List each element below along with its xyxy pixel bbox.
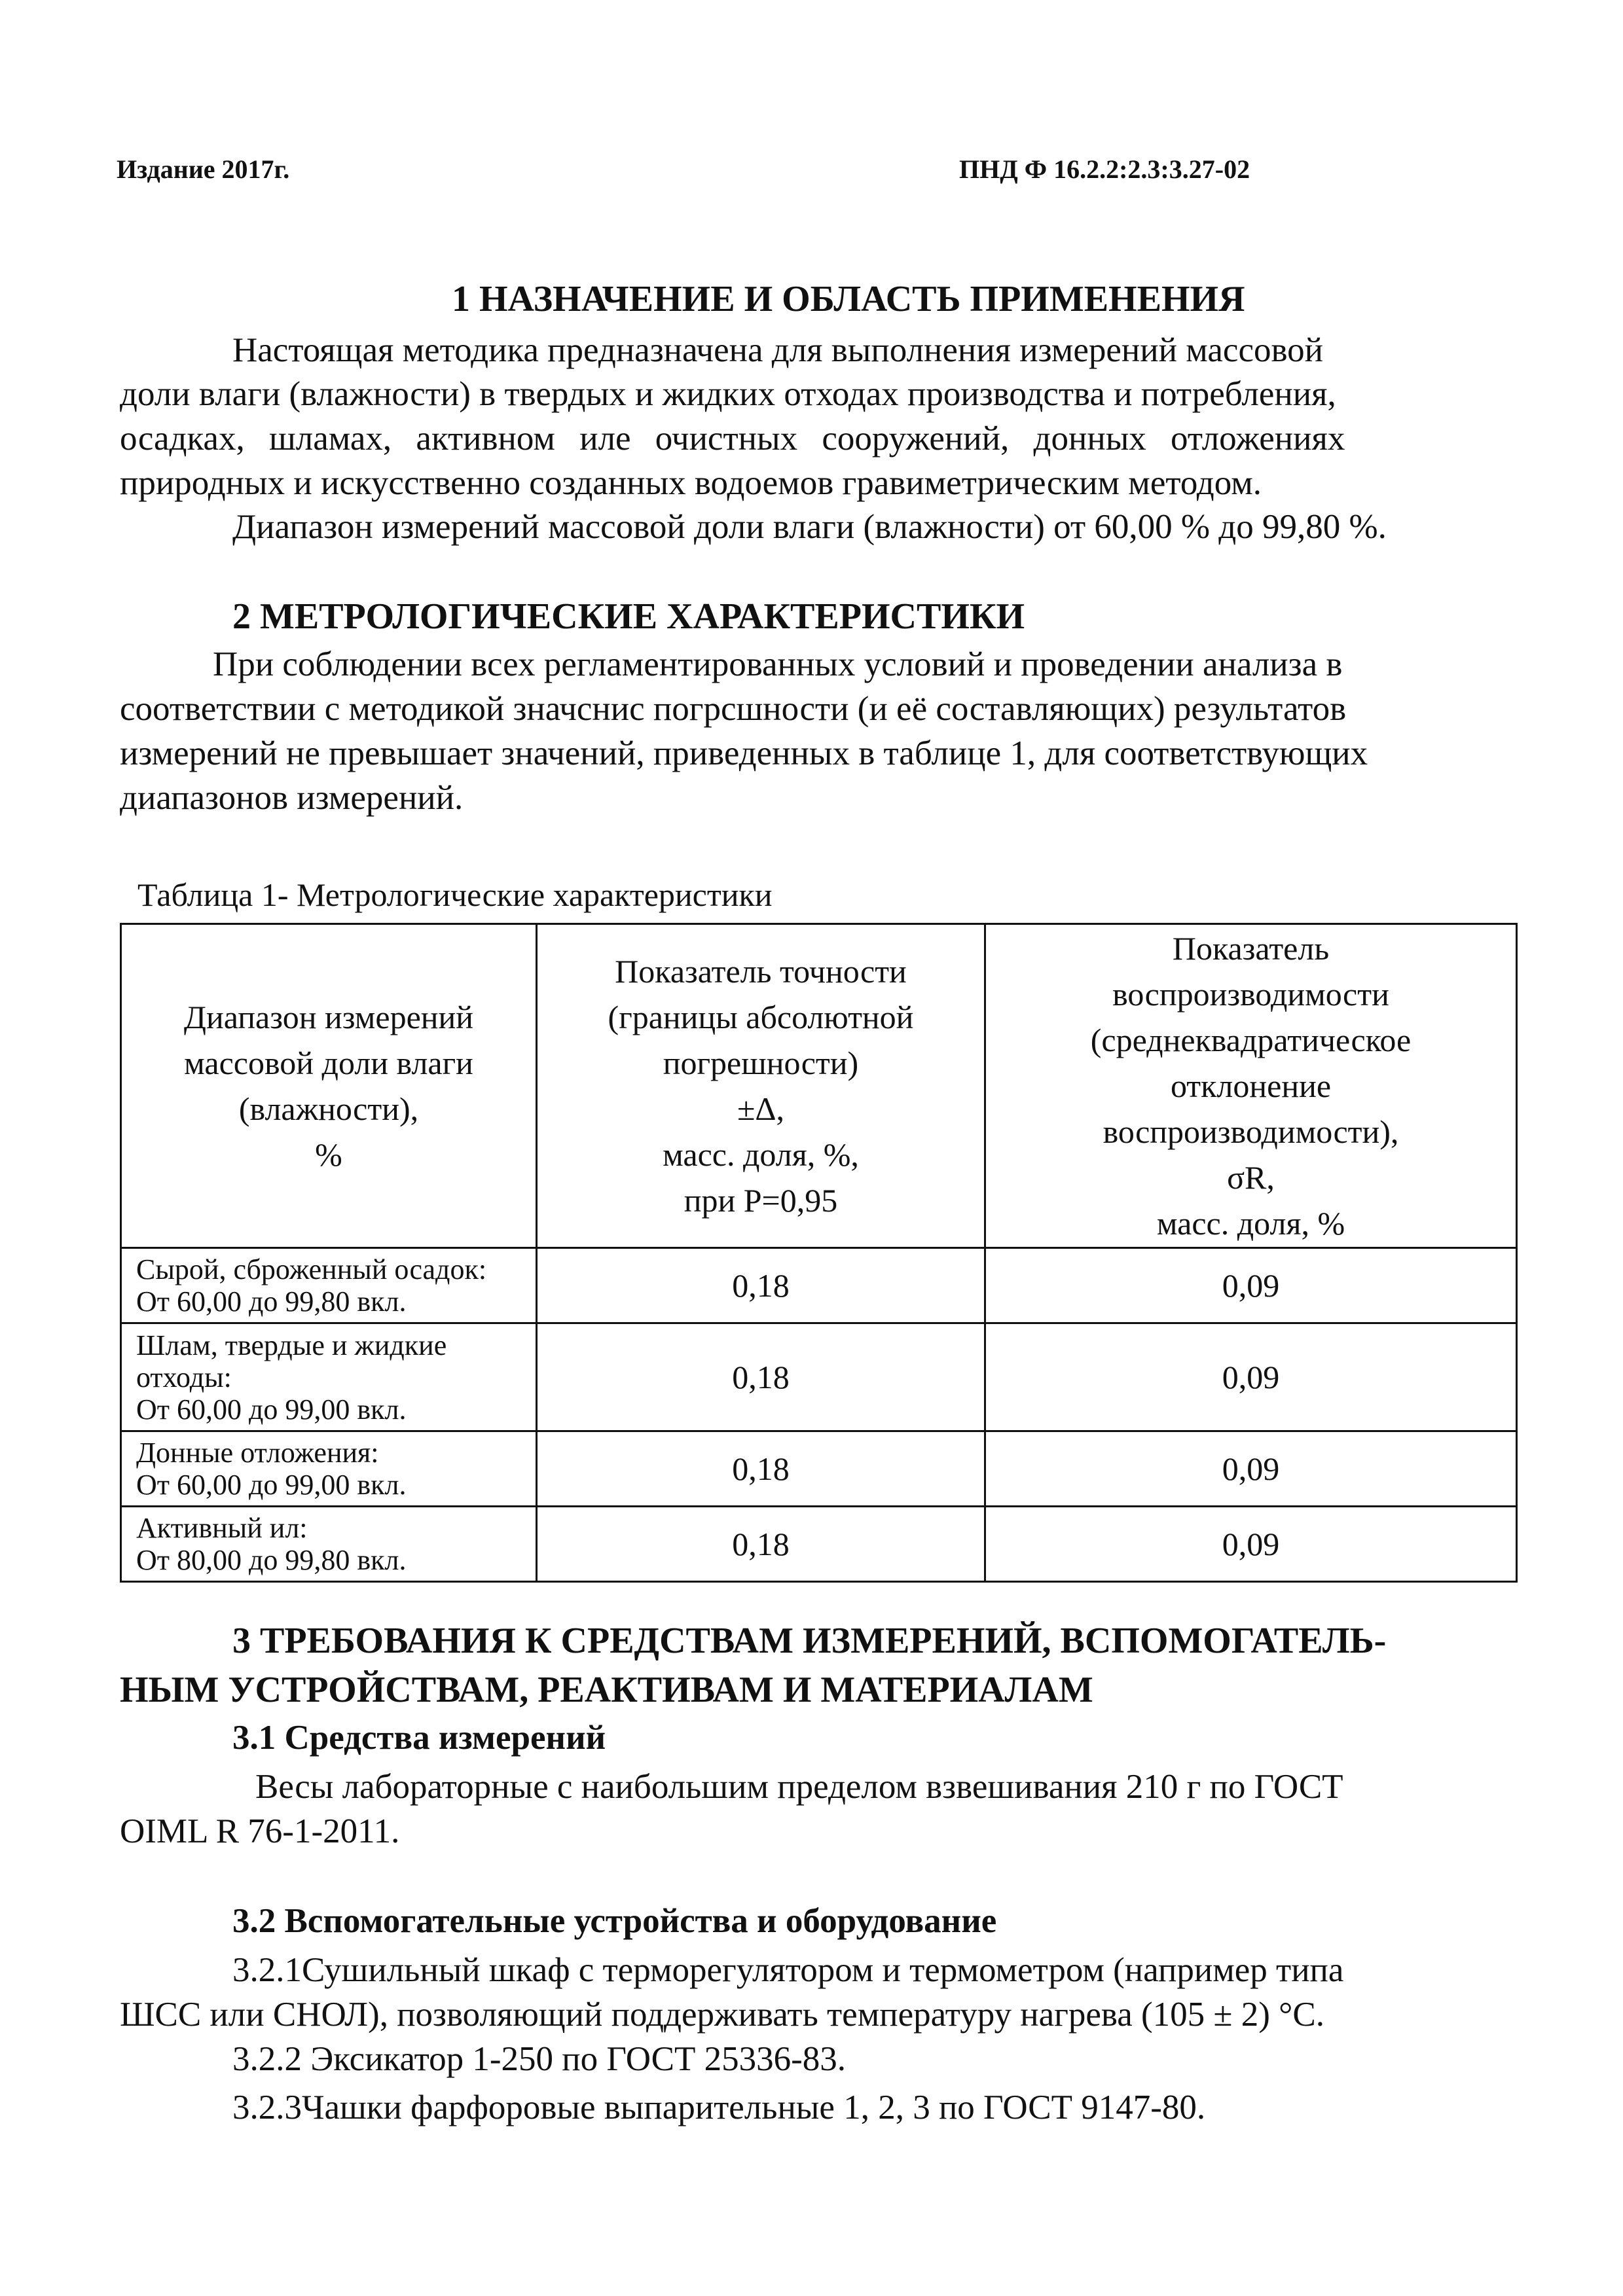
accuracy-cell: 0,18 <box>537 1248 985 1323</box>
section1-line-2: доли влаги (влажности) в твердых и жидких отходах производства и потребления, <box>120 375 1336 413</box>
reproducibility-cell: 0,09 <box>985 1248 1517 1323</box>
section1-line-3: осадках, шламах, активном иле очистных сооружений, донных отложениях <box>120 420 1345 457</box>
range-cell: Донные отложения: От 60,00 до 99,00 вкл. <box>121 1431 537 1507</box>
col-accuracy-header: Показатель точности (границы абсолютной погрешности) ±Δ, масс. доля, %, при Р=0,95 <box>537 924 985 1248</box>
section2-title: 2 МЕТРОЛОГИЧЕСКИЕ ХАРАКТЕРИСТИКИ <box>232 596 1025 637</box>
section3-title-line-2: НЫМ УСТРОЙСТВАМ, РЕАКТИВАМ И МАТЕРИАЛАМ <box>120 1670 1093 1710</box>
range-cell: Сырой, сброженный осадок: От 60,00 до 99,80 вкл. <box>121 1248 537 1323</box>
reproducibility-cell: 0,09 <box>985 1323 1517 1431</box>
section1-range: Диапазон измерений массовой доли влаги (влажности) от 60,00 % до 99,80 %. <box>232 508 1387 546</box>
subsection-3-2-title: 3.2 Вспомогательные устройства и оборудование <box>232 1902 997 1940</box>
subsection-3-1-line-2: OIML R 76-1-2011. <box>120 1812 400 1850</box>
accuracy-cell: 0,18 <box>537 1507 985 1582</box>
item-3-2-1-line-2: ШСС или СНОЛ), позволяющий поддерживать температуру нагрева (105 ± 2) °С. <box>120 1996 1324 2034</box>
subsection-3-1-title: 3.1 Средства измерений <box>232 1719 606 1757</box>
table-row <box>121 1248 1517 1323</box>
section1-title: 1 НАЗНАЧЕНИЕ И ОБЛАСТЬ ПРИМЕНЕНИЯ <box>452 279 1245 319</box>
item-3-2-1-line-1: 3.2.1Сушильный шкаф с терморегулятором и термометром (например типа <box>232 1951 1344 1989</box>
reproducibility-cell: 0,09 <box>985 1507 1517 1582</box>
range-cell: Активный ил: От 80,00 до 99,80 вкл. <box>121 1507 537 1582</box>
range-cell: Шлам, твердые и жидкие отходы: От 60,00 до 99,00 вкл. <box>121 1323 537 1431</box>
table-row <box>121 1431 1517 1507</box>
subsection-3-1-line-1: Весы лабораторные с наибольшим пределом взвешивания 210 г по ГОСТ <box>255 1768 1343 1806</box>
section1-line-4: природных и искусственно созданных водоемов гравиметрическим методом. <box>120 464 1262 502</box>
item-3-2-2: 3.2.2 Эксикатор 1-250 по ГОСТ 25336-83. <box>232 2040 846 2078</box>
edition-label: Издание 2017г. <box>117 154 290 184</box>
section2-line-4: диапазонов измерений. <box>120 779 464 817</box>
accuracy-cell: 0,18 <box>537 1431 985 1507</box>
item-3-2-3: 3.2.3Чашки фарфоровые выпарительные 1, 2, 3 по ГОСТ 9147-80. <box>232 2089 1206 2126</box>
table-row <box>121 1507 1517 1582</box>
section1-line-1: Настоящая методика предназначена для выполнения измерений массовой <box>232 331 1324 369</box>
col-range-header: Диапазон измерений массовой доли влаги (влажности), % <box>121 924 537 1248</box>
section3-title-line-1: 3 ТРЕБОВАНИЯ К СРЕДСТВАМ ИЗМЕРЕНИЙ, ВСПОМОГАТЕЛЬ- <box>232 1621 1387 1661</box>
table-row <box>121 1323 1517 1431</box>
table1-caption: Таблица 1- Метрологические характеристики <box>137 876 773 913</box>
accuracy-cell: 0,18 <box>537 1323 985 1431</box>
section2-line-2: соответствии с методикой значснис погрсшности (и её составляющих) результатов <box>120 690 1347 728</box>
section2-line-3: измерений не превышает значений, приведенных в таблице 1, для соответствующих <box>120 734 1368 772</box>
metrology-table <box>120 923 1518 1583</box>
document-code: ПНД Ф 16.2.2:2.3:3.27-02 <box>959 154 1250 184</box>
reproducibility-cell: 0,09 <box>985 1431 1517 1507</box>
col-reproducibility-header: Показатель воспроизводимости (среднеквадратическое отклонение воспроизводимости), σR, масс. доля, % <box>985 924 1517 1248</box>
table-header-row <box>121 924 1517 1248</box>
section2-line-1: При соблюдении всех регламентированных условий и проведении анализа в <box>213 645 1343 683</box>
